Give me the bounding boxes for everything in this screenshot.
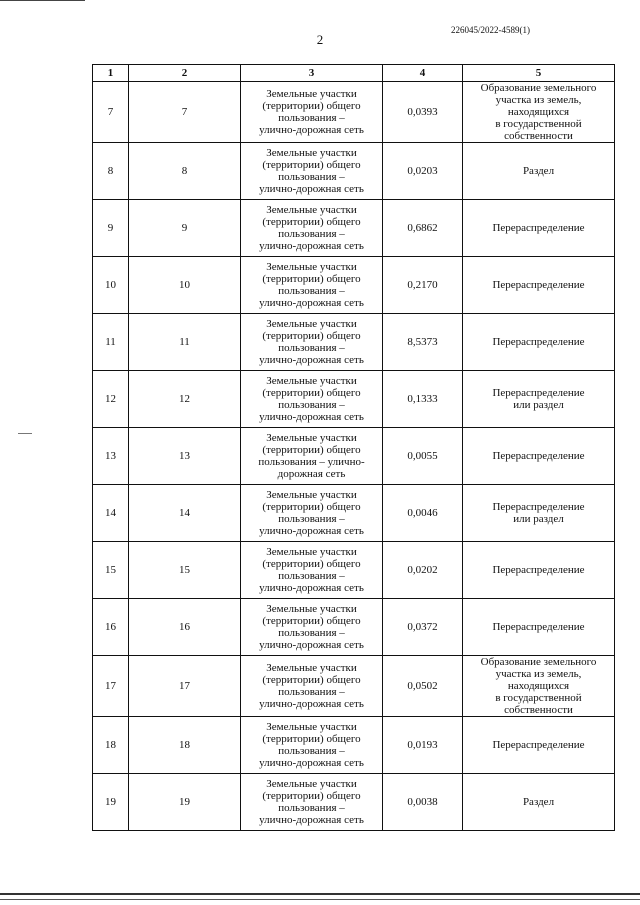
scan-bottom-rule [0,893,640,895]
table-cell-c2: 8 [129,143,241,200]
table-row [93,485,615,542]
table-cell-c1: 19 [93,774,129,831]
table-cell-c2: 19 [129,774,241,831]
table-cell-c4: 8,5373 [383,314,463,371]
table-cell-c1: 18 [93,717,129,774]
table-cell-c2: 15 [129,542,241,599]
table-cell-c2: 10 [129,257,241,314]
column-header: 4 [383,65,463,82]
table-cell-c5: Перераспределение [463,314,615,371]
table-cell-c2: 11 [129,314,241,371]
table-row [93,599,615,656]
column-header: 5 [463,65,615,82]
table-row [93,656,615,717]
table-cell-c4: 0,0202 [383,542,463,599]
table-cell-c5: Перераспределение [463,717,615,774]
table-cell-c5: Перераспределение [463,200,615,257]
table-body [93,82,615,831]
page-number: 2 [316,32,324,47]
table-cell-c3: Земельные участки (территории) общего пользования – улично-дорожная сеть [241,257,383,314]
table-cell-c3: Земельные участки (территории) общего пользования – улично-дорожная сеть [241,314,383,371]
table-cell-c1: 14 [93,485,129,542]
table-cell-c5: Перераспределение [463,428,615,485]
table-cell-c1: 16 [93,599,129,656]
scan-top-rule [0,0,85,1]
table-cell-c3: Земельные участки (территории) общего пользования – улично-дорожная сеть [241,371,383,428]
table-cell-c5: Образование земельного участка из земель, находящихся в государственной собственности [463,656,615,717]
table-cell-c5: Перераспределение [463,599,615,656]
table-cell-c2: 7 [129,82,241,143]
column-header: 3 [241,65,383,82]
table-cell-c4: 0,0193 [383,717,463,774]
table-cell-c2: 12 [129,371,241,428]
table-cell-c2: 17 [129,656,241,717]
table-cell-c3: Земельные участки (территории) общего пользования – улично-дорожная сеть [241,200,383,257]
table-cell-c1: 13 [93,428,129,485]
table-cell-c4: 0,0502 [383,656,463,717]
table-cell-c5: Раздел [463,143,615,200]
table-cell-c1: 15 [93,542,129,599]
table-cell-c1: 17 [93,656,129,717]
table-cell-c2: 13 [129,428,241,485]
column-header: 2 [129,65,241,82]
table-cell-c3: Земельные участки (территории) общего пользования – улично- дорожная сеть [241,428,383,485]
table-cell-c4: 0,1333 [383,371,463,428]
table-cell-c3: Земельные участки (территории) общего пользования – улично-дорожная сеть [241,485,383,542]
table-cell-c1: 12 [93,371,129,428]
table-row [93,428,615,485]
table-row [93,82,615,143]
table-row [93,371,615,428]
table-cell-c5: Перераспределение [463,542,615,599]
table-row [93,200,615,257]
table-cell-c3: Земельные участки (территории) общего пользования – улично-дорожная сеть [241,717,383,774]
table-cell-c5: Перераспределение [463,257,615,314]
table-cell-c1: 11 [93,314,129,371]
table-cell-c4: 0,0393 [383,82,463,143]
table-row [93,774,615,831]
table-cell-c2: 18 [129,717,241,774]
table-cell-c3: Земельные участки (территории) общего пользования – улично-дорожная сеть [241,143,383,200]
table-cell-c4: 0,0372 [383,599,463,656]
table-cell-c3: Земельные участки (территории) общего пользования – улично-дорожная сеть [241,599,383,656]
table-cell-c5: Перераспределение или раздел [463,371,615,428]
table-cell-c5: Образование земельного участка из земель, находящихся в государственной собственности [463,82,615,143]
table-cell-c1: 9 [93,200,129,257]
table-row [93,542,615,599]
document-reference: 226045/2022-4589(1) [451,25,530,35]
table-row [93,257,615,314]
table-cell-c2: 16 [129,599,241,656]
table-cell-c3: Земельные участки (территории) общего пользования – улично-дорожная сеть [241,774,383,831]
table-cell-c4: 0,0055 [383,428,463,485]
table-row [93,314,615,371]
table-cell-c3: Земельные участки (территории) общего пользования – улично-дорожная сеть [241,542,383,599]
table-cell-c2: 9 [129,200,241,257]
table-cell-c2: 14 [129,485,241,542]
table-cell-c3: Земельные участки (территории) общего пользования – улично-дорожная сеть [241,82,383,143]
table-cell-c4: 0,2170 [383,257,463,314]
table-cell-c3: Земельные участки (территории) общего пользования – улично-дорожная сеть [241,656,383,717]
column-header: 1 [93,65,129,82]
table-cell-c4: 0,6862 [383,200,463,257]
land-plots-table [92,64,615,831]
scan-bottom-rule-2 [0,899,640,900]
table-cell-c4: 0,0038 [383,774,463,831]
table-cell-c4: 0,0046 [383,485,463,542]
table-row [93,717,615,774]
table-row [93,143,615,200]
table-cell-c5: Перераспределение или раздел [463,485,615,542]
table-cell-c5: Раздел [463,774,615,831]
scan-mark [18,433,32,434]
table-cell-c1: 7 [93,82,129,143]
table-cell-c1: 10 [93,257,129,314]
table-cell-c4: 0,0203 [383,143,463,200]
table-cell-c1: 8 [93,143,129,200]
table-header-row [93,65,615,82]
